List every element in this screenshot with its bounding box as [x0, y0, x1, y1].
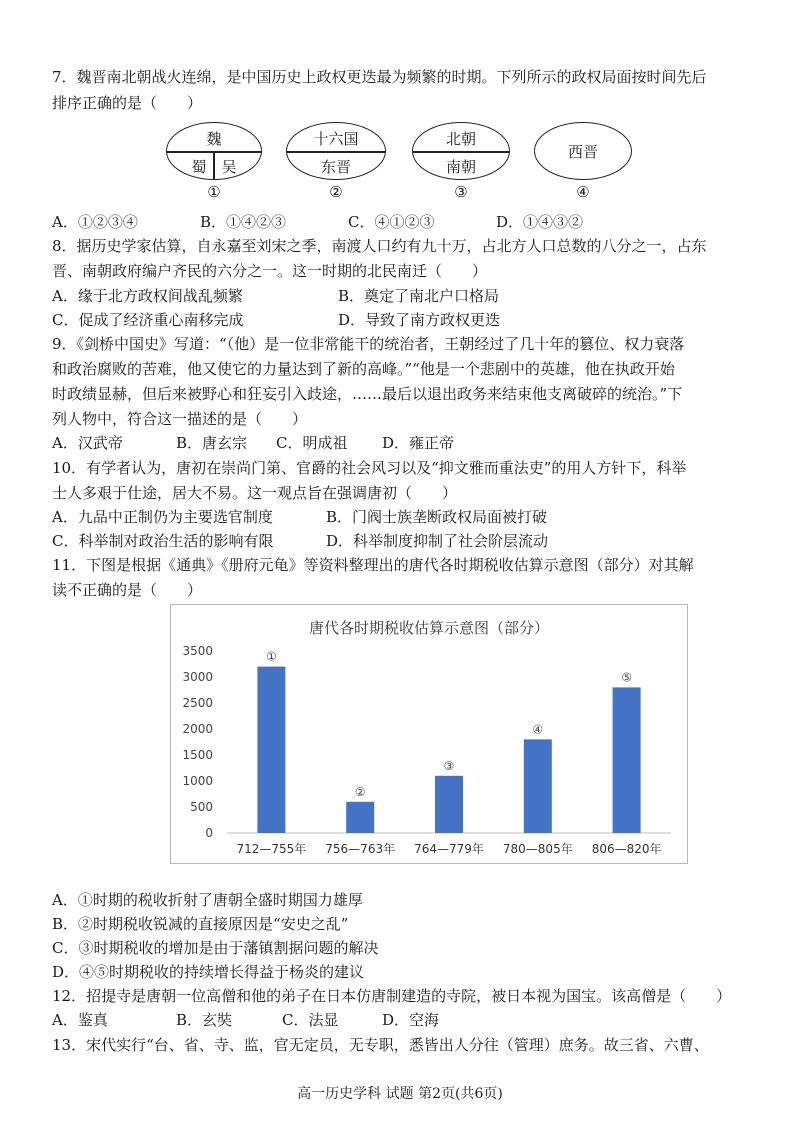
x-tick-label: 764—779年 — [414, 842, 484, 856]
y-tick-label: 2500 — [182, 696, 213, 710]
q8-option-d[interactable]: D．导致了南方政权更迭 — [338, 311, 501, 329]
bar-2 — [346, 802, 374, 833]
q8-option-a[interactable]: A．缘于北方政权间战乱频繁 — [52, 287, 243, 305]
q10-option-a[interactable]: A．九品中正制仍为主要选官制度 — [52, 508, 273, 526]
oval1-label: ① — [207, 183, 221, 201]
q7-option-d[interactable]: D．①④③② — [496, 213, 584, 231]
y-tick-label: 1500 — [182, 748, 213, 762]
x-tick-label: 806—820年 — [591, 842, 662, 856]
q12-option-b[interactable]: B．玄奘 — [176, 1011, 233, 1029]
oval2-bottom: 东晋 — [320, 158, 351, 176]
oval3-label: ③ — [454, 183, 468, 201]
oval-divider-h — [287, 151, 385, 153]
q12-option-c[interactable]: C．法显 — [282, 1011, 339, 1029]
x-tick-label: 756—763年 — [325, 842, 396, 856]
oval3-top: 北朝 — [445, 130, 476, 148]
bar-data-label: ① — [266, 649, 277, 664]
q10-option-b[interactable]: B．门阀士族垄断政权局面被打破 — [326, 508, 548, 526]
y-tick-label: 1000 — [182, 774, 213, 788]
q12-option-d[interactable]: D．空海 — [382, 1011, 440, 1029]
q11-option-a[interactable]: A．①时期的税收折射了唐朝全盛时期国力雄厚 — [52, 891, 363, 909]
bar-5 — [613, 687, 641, 833]
oval-divider-v — [213, 151, 215, 179]
q9-option-d[interactable]: D．雍正帝 — [382, 434, 455, 452]
page-footer: 高一历史学科 试题 第2页(共6页) — [297, 1086, 503, 1102]
q13-stem-line1: 13．宋代实行“台、省、寺、监，官无定员，无专职，悉皆出人分往（管理）庶务。故三省、六曹、 — [52, 1036, 709, 1054]
q10-option-c[interactable]: C．科举制对政治生活的影响有限 — [52, 532, 274, 550]
oval2-top: 十六国 — [313, 130, 359, 148]
bar-data-label: ④ — [532, 722, 544, 737]
q10-option-d[interactable]: D．科举制度抑制了社会阶层流动 — [326, 532, 549, 550]
q7-option-c[interactable]: C．④①②③ — [348, 213, 435, 231]
y-tick-label: 3500 — [182, 644, 213, 658]
q8-stem-line1: 8．据历史学家估算，自永嘉至刘宋之季，南渡人口约有九十万，占北方人口总数的八分之一，占东 — [52, 237, 707, 255]
q7-stem-line2: 排序正确的是（ ） — [52, 94, 203, 112]
q11-option-c[interactable]: C．③时期税收的增加是由于藩镇割据问题的解决 — [52, 939, 379, 957]
q7-option-b[interactable]: B．①④②③ — [200, 213, 287, 231]
bar-data-label: ② — [354, 784, 366, 799]
y-tick-label: 0 — [205, 826, 213, 840]
tax-chart-frame — [170, 604, 688, 864]
q10-stem-line1: 10．有学者认为，唐初在崇尚门第、官爵的社会风习以及“抑文雅而重法吏”的用人方针下，科举 — [52, 459, 687, 477]
q9-option-a[interactable]: A．汉武帝 — [52, 434, 123, 452]
q11-stem-line2: 读不正确的是（ ） — [52, 581, 203, 599]
q10-stem-line2: 士人多艰于仕途，居大不易。这一观点旨在强调唐初（ ） — [52, 484, 458, 502]
q7-option-a[interactable]: A．①②③④ — [52, 213, 138, 231]
q12-option-a[interactable]: A．鉴真 — [52, 1011, 108, 1029]
q9-option-c[interactable]: C．明成祖 — [276, 434, 348, 452]
oval2-label: ② — [329, 183, 343, 201]
x-tick-label: 780—805年 — [502, 842, 573, 856]
q7-stem-line1: 7．魏晋南北朝战火连绵，是中国历史上政权更迭最为频繁的时期。下列所示的政权局面按时间先后 — [52, 68, 707, 86]
oval-divider-h — [413, 151, 509, 153]
y-tick-label: 3000 — [182, 670, 213, 684]
q8-stem-line2: 晋、南朝政府编户齐民的六分之一。这一时期的北民南迁（ ） — [52, 262, 488, 280]
bar-3 — [435, 776, 463, 833]
bar-data-label: ⑤ — [621, 670, 632, 685]
q9-stem-line4: 列人物中，符合这一描述的是（ ） — [52, 410, 308, 428]
q8-option-c[interactable]: C．促成了经济重心南移完成 — [52, 311, 244, 329]
oval4-center: 西晋 — [567, 143, 598, 161]
tax-chart — [171, 605, 687, 863]
x-tick-label: 712—755年 — [236, 842, 307, 856]
q12-stem-line1: 12．招提寺是唐朝一位高僧和他的弟子在日本仿唐制建造的寺院，被日本视为国宝。该高僧是（ ） — [52, 987, 732, 1005]
oval1-bottom-right: 吴 — [221, 158, 237, 176]
y-tick-label: 2000 — [182, 722, 213, 736]
oval1-top: 魏 — [206, 130, 222, 148]
y-tick-label: 500 — [190, 800, 213, 814]
q11-stem-line1: 11．下图是根据《通典》《册府元龟》等资料整理出的唐代各时期税收估算示意图（部分）对其解 — [52, 556, 694, 574]
bar-data-label: ③ — [443, 758, 455, 773]
q9-stem-line2: 和政治腐败的苦难，他又使它的力量达到了新的高峰。”“他是一个悲剧中的英雄，他在执政开始 — [52, 360, 675, 378]
oval1-bottom-left: 蜀 — [191, 158, 207, 176]
chart-title: 唐代各时期税收估算示意图（部分） — [308, 619, 550, 637]
bar-4 — [524, 739, 552, 833]
q11-option-d[interactable]: D．④⑤时期税收的持续增长得益于杨炎的建议 — [52, 963, 365, 981]
q9-stem-line3: 时政绩显赫，但后来被野心和狂妄引入歧途，……最后以退出政务来结束他支离破碎的统治。”下 — [52, 385, 683, 403]
oval4-label: ④ — [576, 183, 590, 201]
q8-option-b[interactable]: B．奠定了南北户口格局 — [338, 287, 500, 305]
q11-option-b[interactable]: B．②时期税收锐减的直接原因是“安史之乱” — [52, 915, 349, 933]
oval3-bottom: 南朝 — [445, 158, 476, 176]
q9-option-b[interactable]: B．唐玄宗 — [176, 434, 248, 452]
q9-stem-line1: 9．《剑桥中国史》写道：“（他）是一位非常能干的统治者，王朝经过了几十年的篡位、权力衰落 — [52, 335, 685, 353]
bar-1 — [257, 667, 285, 833]
